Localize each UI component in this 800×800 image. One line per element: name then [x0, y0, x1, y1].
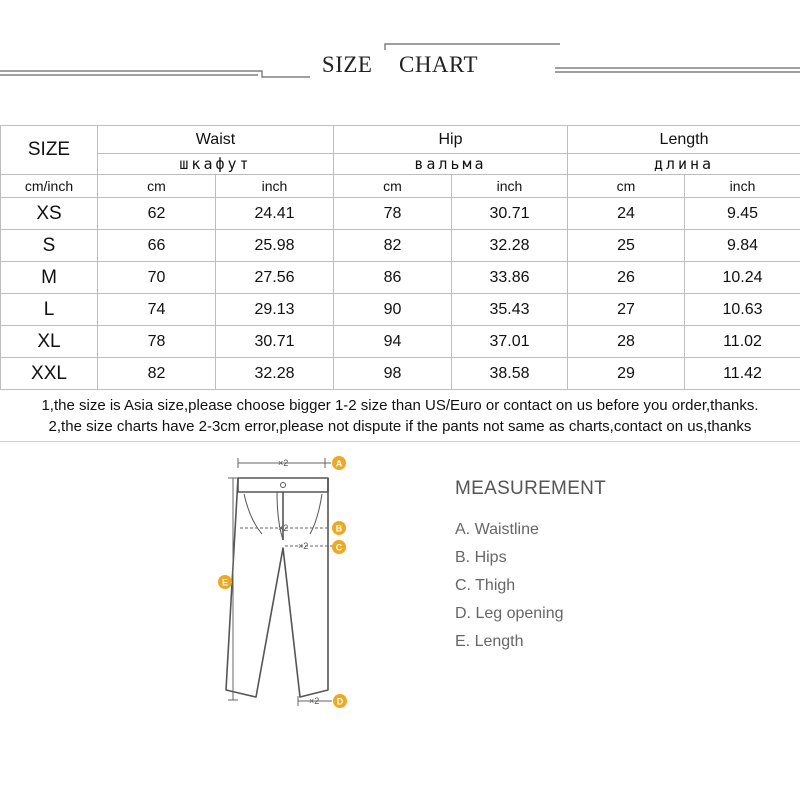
value-cell: 25	[568, 230, 685, 262]
pants-diagram	[0, 440, 420, 800]
waist-header: Waist	[98, 126, 334, 154]
note-line: 1,the size is Asia size,please choose bigger 1-2 size than US/Euro or contact on us before you order,thanks.	[41, 397, 759, 414]
value-cell: 70	[98, 262, 216, 294]
length-translation: длина	[568, 154, 800, 175]
unit-cell: cm	[98, 175, 216, 198]
value-cell: 27	[568, 294, 685, 326]
value-cell: 28	[568, 326, 685, 358]
value-cell: 24.41	[216, 198, 334, 230]
table-row	[1, 262, 800, 294]
size-cell: L	[1, 294, 98, 326]
marker-c	[332, 540, 346, 554]
note-line: 2,the size charts have 2-3cm error,please not dispute if the pants not same as charts,contact on us,thanks	[48, 418, 752, 435]
value-cell: 82	[98, 358, 216, 390]
svg-text:C: C	[335, 542, 343, 553]
value-cell: 30.71	[452, 198, 568, 230]
marker-a	[332, 456, 346, 470]
value-cell: 33.86	[452, 262, 568, 294]
svg-text:B: B	[335, 523, 343, 534]
size-cell: XXL	[1, 358, 98, 390]
unit-cell: inch	[452, 175, 568, 198]
measurement-item: C. Thigh	[455, 577, 516, 594]
value-cell: 37.01	[452, 326, 568, 358]
hip-translation: вальма	[334, 154, 568, 175]
title-word-chart: CHART	[398, 52, 479, 77]
length-header: Length	[568, 126, 800, 154]
measurement-item: D. Leg opening	[455, 605, 564, 622]
unit-cell: cm	[568, 175, 685, 198]
measurement-item: B. Hips	[455, 549, 507, 566]
units-label: cm/inch	[1, 175, 98, 198]
value-cell: 26	[568, 262, 685, 294]
value-cell: 74	[98, 294, 216, 326]
marker-e	[218, 575, 232, 589]
value-cell: 62	[98, 198, 216, 230]
table-row	[1, 230, 800, 262]
table-row	[1, 198, 800, 230]
table-row	[1, 358, 800, 390]
size-table	[0, 125, 800, 390]
value-cell: 9.84	[685, 230, 800, 262]
value-cell: 10.63	[685, 294, 800, 326]
value-cell: 66	[98, 230, 216, 262]
x2-label: ×2	[309, 696, 320, 706]
value-cell: 82	[334, 230, 452, 262]
svg-text:A: A	[335, 458, 343, 469]
value-cell: 29.13	[216, 294, 334, 326]
value-cell: 98	[334, 358, 452, 390]
x2-label: ×2	[278, 523, 289, 533]
x2-label: ×2	[298, 541, 309, 551]
value-cell: 35.43	[452, 294, 568, 326]
value-cell: 78	[98, 326, 216, 358]
marker-b	[332, 521, 346, 535]
marker-d	[333, 694, 347, 708]
value-cell: 10.24	[685, 262, 800, 294]
table-row	[1, 294, 800, 326]
unit-cell: inch	[216, 175, 334, 198]
svg-text:E: E	[221, 577, 229, 588]
value-cell: 11.42	[685, 358, 800, 390]
measurement-item: A. Waistline	[455, 521, 539, 538]
hip-header: Hip	[334, 126, 568, 154]
value-cell: 94	[334, 326, 452, 358]
size-cell: XS	[1, 198, 98, 230]
table-row	[1, 326, 800, 358]
value-cell: 78	[334, 198, 452, 230]
title-word-size: SIZE	[321, 52, 373, 77]
value-cell: 24	[568, 198, 685, 230]
measurement-list	[455, 519, 564, 659]
size-cell: M	[1, 262, 98, 294]
size-notes	[0, 395, 800, 437]
waist-translation: шкафут	[98, 154, 334, 175]
unit-cell: cm	[334, 175, 452, 198]
value-cell: 11.02	[685, 326, 800, 358]
measurement-item: E. Length	[455, 633, 524, 650]
value-cell: 32.28	[452, 230, 568, 262]
size-column-header: SIZE	[1, 126, 98, 175]
size-cell: XL	[1, 326, 98, 358]
value-cell: 25.98	[216, 230, 334, 262]
size-chart-header	[0, 0, 800, 110]
unit-cell: inch	[685, 175, 800, 198]
value-cell: 90	[334, 294, 452, 326]
value-cell: 32.28	[216, 358, 334, 390]
measurement-heading: MEASUREMENT	[455, 478, 607, 499]
x2-label: ×2	[278, 458, 289, 468]
value-cell: 27.56	[216, 262, 334, 294]
value-cell: 9.45	[685, 198, 800, 230]
page-title	[0, 52, 800, 78]
value-cell: 29	[568, 358, 685, 390]
value-cell: 38.58	[452, 358, 568, 390]
value-cell: 86	[334, 262, 452, 294]
size-cell: S	[1, 230, 98, 262]
svg-text:D: D	[336, 696, 344, 707]
value-cell: 30.71	[216, 326, 334, 358]
